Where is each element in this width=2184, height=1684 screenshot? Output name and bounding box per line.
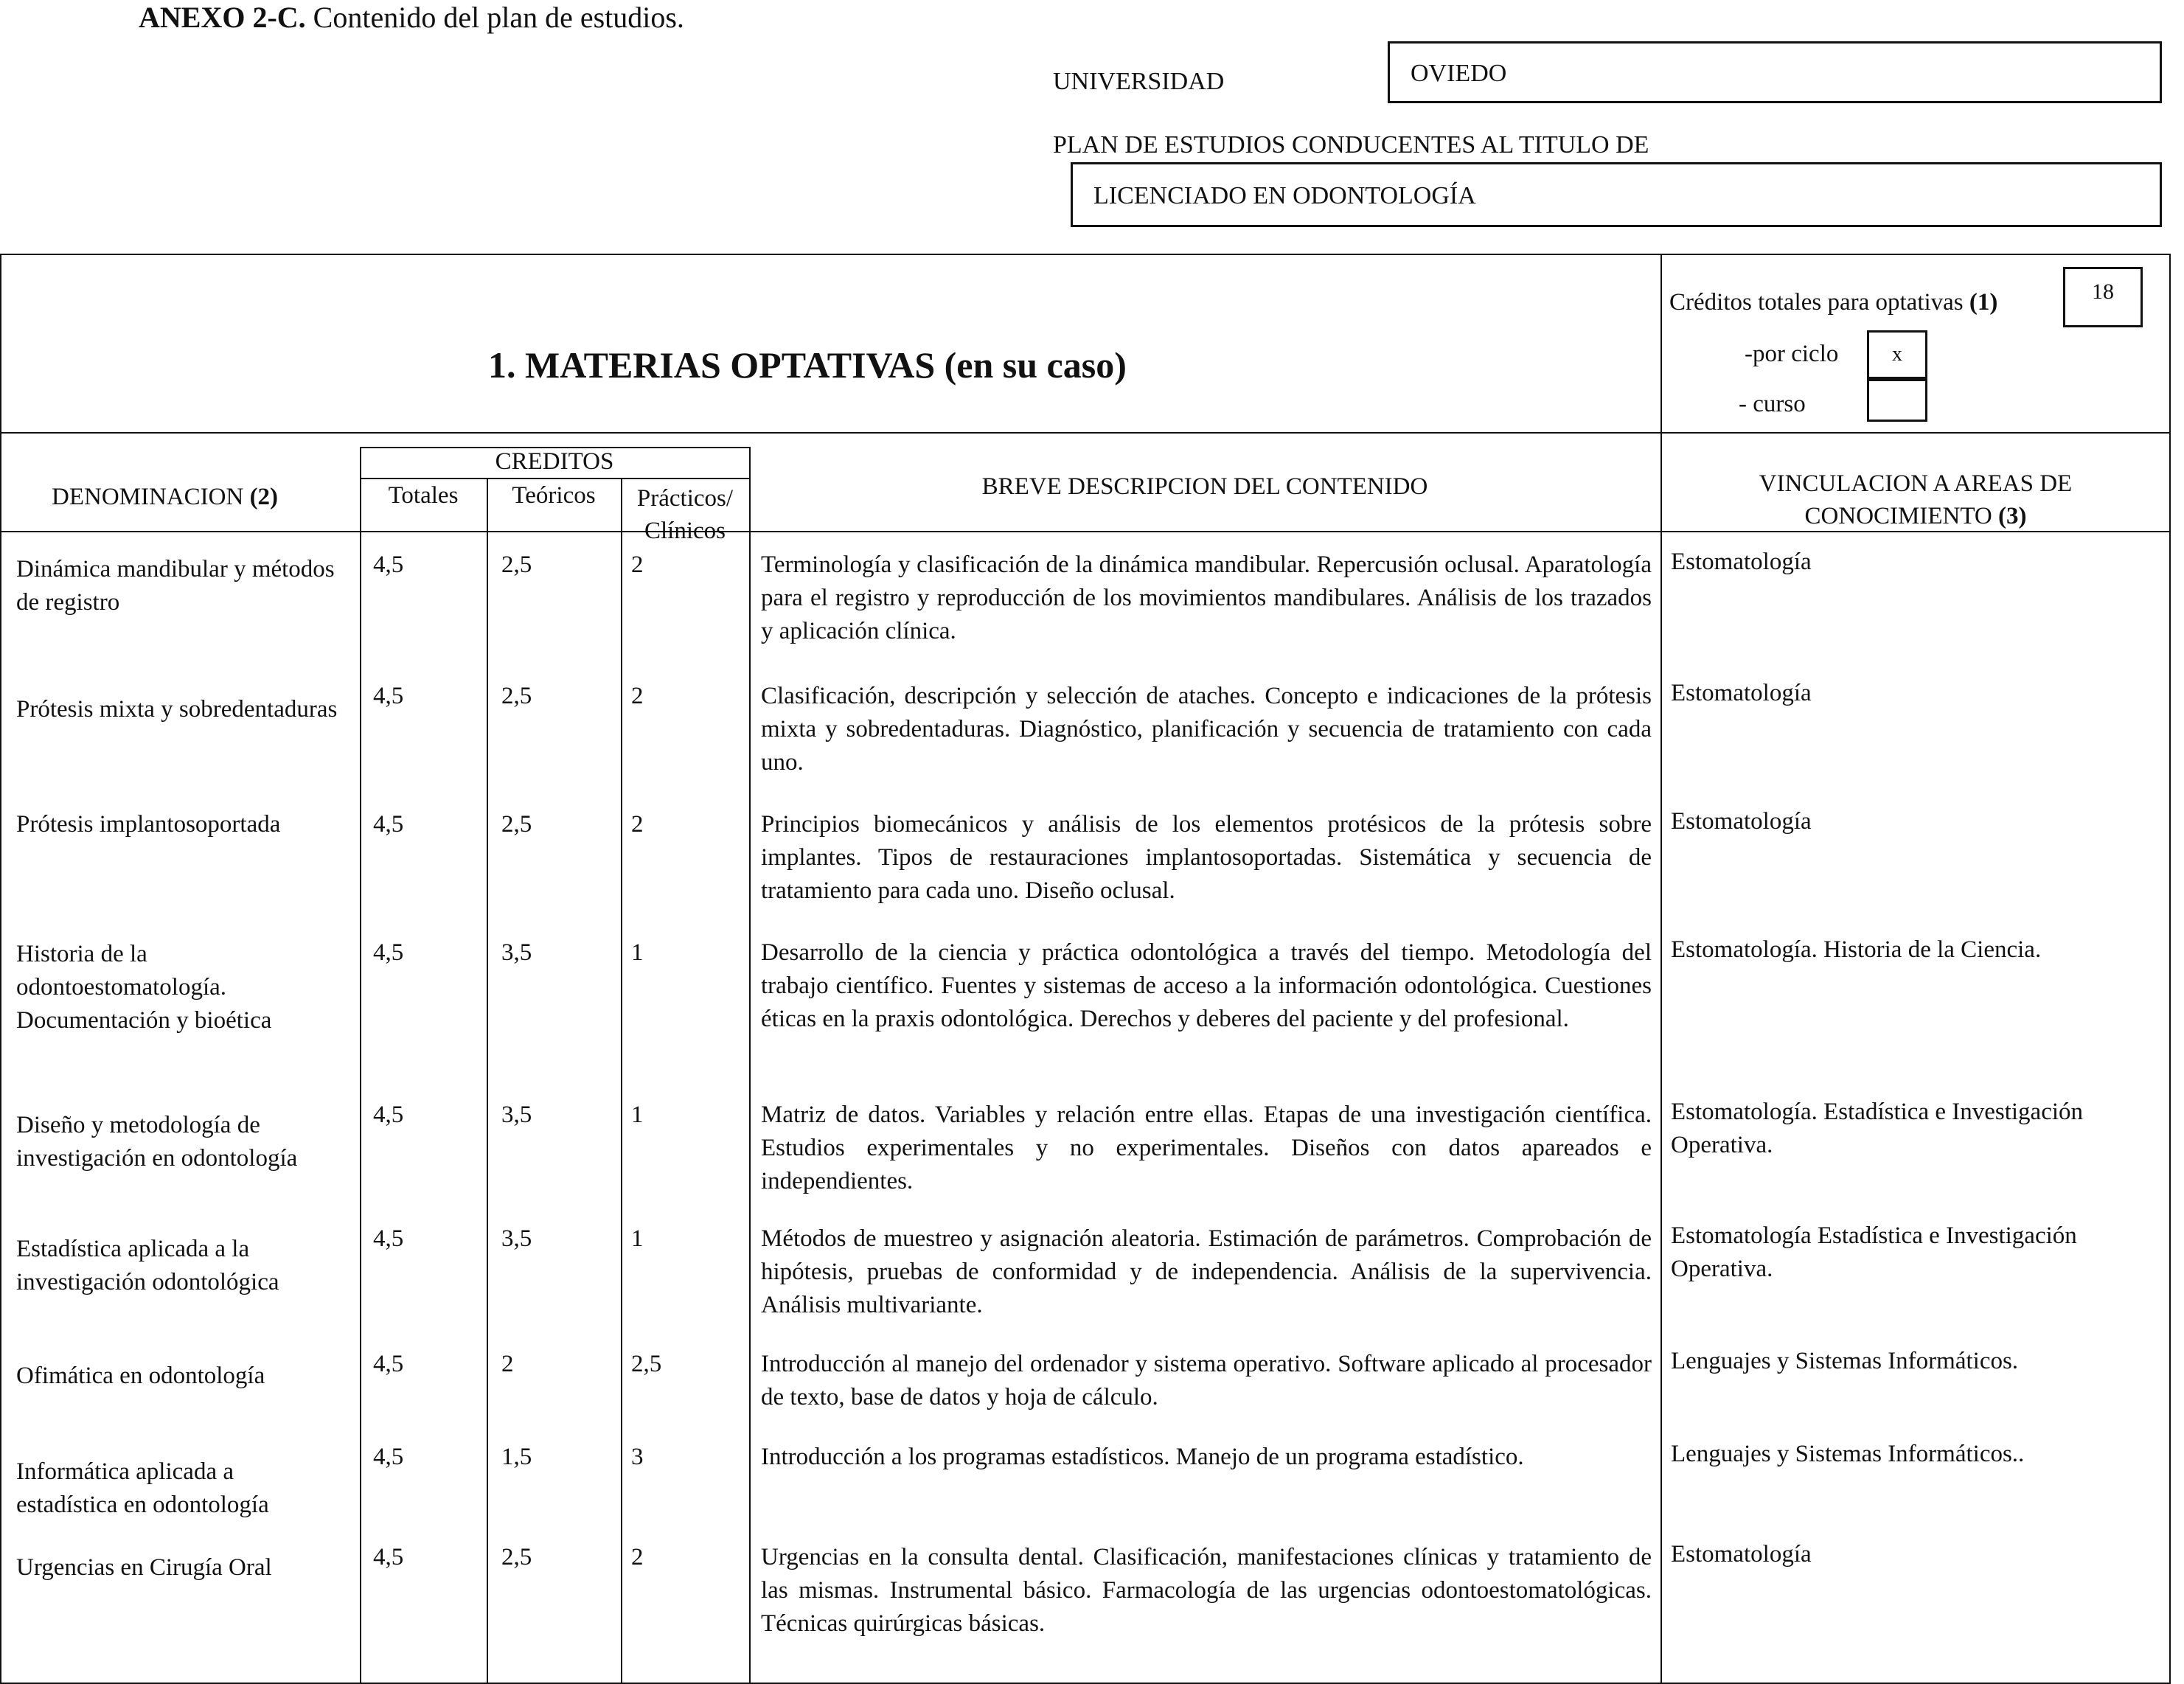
row-vinculacion: Estomatología bbox=[1671, 549, 1812, 575]
row-teoricos: 3,5 bbox=[501, 1102, 532, 1128]
row-denominacion: Dinámica mandibular y métodos de registro bbox=[16, 556, 335, 616]
row-practicos: 1 bbox=[631, 939, 644, 966]
row-denominacion: Estadística aplicada a la investigación odontológica bbox=[16, 1236, 279, 1295]
row-vinculacion: Lenguajes y Sistemas Informáticos.. bbox=[1671, 1441, 2025, 1467]
row-totales: 4,5 bbox=[373, 939, 404, 966]
row-practicos: 2 bbox=[631, 683, 644, 709]
per-cycle-label: -por ciclo bbox=[1745, 341, 1839, 367]
col-creditos: CREDITOS bbox=[495, 448, 614, 475]
row-descripcion: Introducción al manejo del ordenador y sistema operativo. Software aplicado al procesador de texto, base de datos y hoja de cálculo. bbox=[761, 1351, 1652, 1410]
row-descripcion: Principios biomecánicos y análisis de los elementos protésicos de la prótesis sobre implantes. Tipos de restauraciones implantosoportadas. Sistemática y secuencia de tratamiento para cada uno. Diseño oclusal. bbox=[761, 811, 1652, 904]
row-practicos: 2 bbox=[631, 552, 644, 578]
row-denominacion: Ofimática en odontología bbox=[16, 1363, 265, 1389]
row-denominacion: Historia de la odontoestomatología. Documentación y bioética bbox=[16, 941, 272, 1034]
row-denominacion: Diseño y metodología de investigación en odontología bbox=[16, 1112, 298, 1172]
per-course-label: - curso bbox=[1739, 391, 1806, 417]
row-descripcion: Desarrollo de la ciencia y práctica odontológica a través del tiempo. Metodología del trabajo científico. Fuentes y sistemas de acceso a la información odontológica. Cuestiones éticas en la praxis odontológica. Derechos y deberes del paciente y del profesional. bbox=[761, 939, 1652, 1032]
col-vinculacion-2-ref: (3) bbox=[1998, 503, 2027, 529]
row-totales: 4,5 bbox=[373, 1225, 404, 1252]
optativas-credits-label bbox=[1669, 289, 1997, 316]
row-descripcion: Métodos de muestreo y asignación aleatoria. Estimación de parámetros. Comprobación de hipótesis, pruebas de conformidad y de independencia. Análisis de la supervivencia. Análisis multivariante. bbox=[761, 1225, 1652, 1318]
university-value: OVIEDO bbox=[1411, 60, 1507, 87]
col-practicos-2: Clínicos bbox=[644, 518, 726, 544]
row-vinculacion: Estomatología. Historia de la Ciencia. bbox=[1671, 936, 2042, 963]
row-practicos: 1 bbox=[631, 1102, 644, 1128]
per-cycle-value: x bbox=[1892, 343, 1902, 366]
col-line-2 bbox=[487, 478, 488, 1684]
col-vinculacion-2 bbox=[1660, 500, 2171, 532]
university-label: UNIVERSIDAD bbox=[1053, 68, 1225, 95]
optativas-credits-box bbox=[2063, 267, 2143, 327]
section-title: 1. MATERIAS OPTATIVAS (en su caso) bbox=[488, 344, 1127, 386]
row-descripcion: Introducción a los programas estadísticos. Manejo de un programa estadístico. bbox=[761, 1444, 1524, 1470]
annex-label: ANEXO 2-C. bbox=[139, 1, 306, 34]
row-teoricos: 2 bbox=[501, 1351, 514, 1377]
row-divider bbox=[0, 432, 2171, 434]
row-descripcion: Terminología y clasificación de la dinámica mandibular. Repercusión oclusal. Aparatología para el registro y reproducción de los movimientos mandibulares. Análisis de los trazados y aplicación clínica. bbox=[761, 552, 1652, 644]
col-line-3 bbox=[621, 478, 622, 1684]
col-descripcion: BREVE DESCRIPCION DEL CONTENIDO bbox=[981, 473, 1428, 500]
row-vinculacion: Estomatología bbox=[1671, 1541, 1812, 1568]
row-practicos: 2,5 bbox=[631, 1351, 662, 1377]
optativas-credits-value: 18 bbox=[2092, 279, 2114, 304]
row-vinculacion: Estomatología. Estadística e Investigación Operativa. bbox=[1671, 1099, 2084, 1158]
row-teoricos: 3,5 bbox=[501, 939, 532, 966]
row-denominacion: Prótesis mixta y sobredentaduras bbox=[16, 696, 338, 723]
row-descripcion: Matriz de datos. Variables y relación entre ellas. Etapas de una investigación científica. Estudios experimentales y no experimentales. Diseños con datos apareados e independientes. bbox=[761, 1102, 1652, 1194]
row-teoricos: 2,5 bbox=[501, 1544, 532, 1570]
row-teoricos: 1,5 bbox=[501, 1444, 532, 1470]
col-teoricos: Teóricos bbox=[512, 482, 596, 509]
row-denominacion: Urgencias en Cirugía Oral bbox=[16, 1554, 272, 1581]
row-totales: 4,5 bbox=[373, 1102, 404, 1128]
row-practicos: 3 bbox=[631, 1444, 644, 1470]
creditos-sub-line bbox=[360, 478, 749, 479]
row-totales: 4,5 bbox=[373, 552, 404, 578]
row-descripcion: Clasificación, descripción y selección de ataches. Concepto e indicaciones de la prótesis mixta y sobredentaduras. Diagnóstico, planificación y secuencia de tratamiento con cada uno. bbox=[761, 683, 1652, 776]
credits-label-ref: (1) bbox=[1969, 289, 1998, 316]
credits-label-text: Créditos totales para optativas bbox=[1669, 289, 1969, 316]
col-line-1 bbox=[360, 447, 361, 1684]
row-denominacion: Informática aplicada a estadística en odontología bbox=[16, 1458, 269, 1518]
annex-heading bbox=[139, 0, 684, 35]
row-teoricos: 2,5 bbox=[501, 552, 532, 578]
col-line-4 bbox=[749, 447, 751, 1684]
university-field bbox=[1388, 41, 2162, 103]
row-vinculacion: Estomatología bbox=[1671, 808, 1812, 835]
row-teoricos: 2,5 bbox=[501, 811, 532, 838]
annex-text: Contenido del plan de estudios. bbox=[313, 1, 684, 34]
row-practicos: 1 bbox=[631, 1225, 644, 1252]
col-practicos-1: Prácticos/ bbox=[636, 485, 734, 512]
row-practicos: 2 bbox=[631, 1544, 644, 1570]
col-vinculacion-2-text: CONOCIMIENTO bbox=[1804, 503, 1998, 529]
row-totales: 4,5 bbox=[373, 683, 404, 709]
row-teoricos: 3,5 bbox=[501, 1225, 532, 1252]
row-totales: 4,5 bbox=[373, 1444, 404, 1470]
plan-label: PLAN DE ESTUDIOS CONDUCENTES AL TITULO DE bbox=[1053, 131, 1649, 159]
col-vinculacion bbox=[1660, 467, 2171, 532]
row-totales: 4,5 bbox=[373, 811, 404, 838]
degree-field bbox=[1071, 162, 2162, 227]
col-denominacion-text: DENOMINACION bbox=[52, 484, 250, 510]
row-vinculacion: Estomatología bbox=[1671, 680, 1812, 706]
row-denominacion: Prótesis implantosoportada bbox=[16, 811, 281, 838]
row-practicos: 2 bbox=[631, 811, 644, 838]
col-denominacion-ref: (2) bbox=[249, 484, 279, 510]
row-vinculacion: Estomatología Estadística e Investigación Operativa. bbox=[1671, 1222, 2077, 1282]
degree-value: LICENCIADO EN ODONTOLOGÍA bbox=[1093, 182, 1476, 209]
per-cycle-box bbox=[1867, 330, 1927, 379]
col-vinculacion-1: VINCULACION A AREAS DE bbox=[1759, 470, 2073, 497]
row-descripcion: Urgencias en la consulta dental. Clasificación, manifestaciones clínicas y tratamiento de las mismas. Instrumental básico. Farmacología de las urgencias odontoestomatológicas. Técnicas quirúrgicas básicas. bbox=[761, 1544, 1652, 1637]
row-totales: 4,5 bbox=[373, 1351, 404, 1377]
row-totales: 4,5 bbox=[373, 1544, 404, 1570]
col-totales: Totales bbox=[388, 482, 459, 509]
row-vinculacion: Lenguajes y Sistemas Informáticos. bbox=[1671, 1348, 2019, 1374]
col-practicos bbox=[621, 482, 749, 547]
per-course-box bbox=[1867, 379, 1927, 422]
row-teoricos: 2,5 bbox=[501, 683, 532, 709]
col-denominacion bbox=[52, 484, 278, 511]
